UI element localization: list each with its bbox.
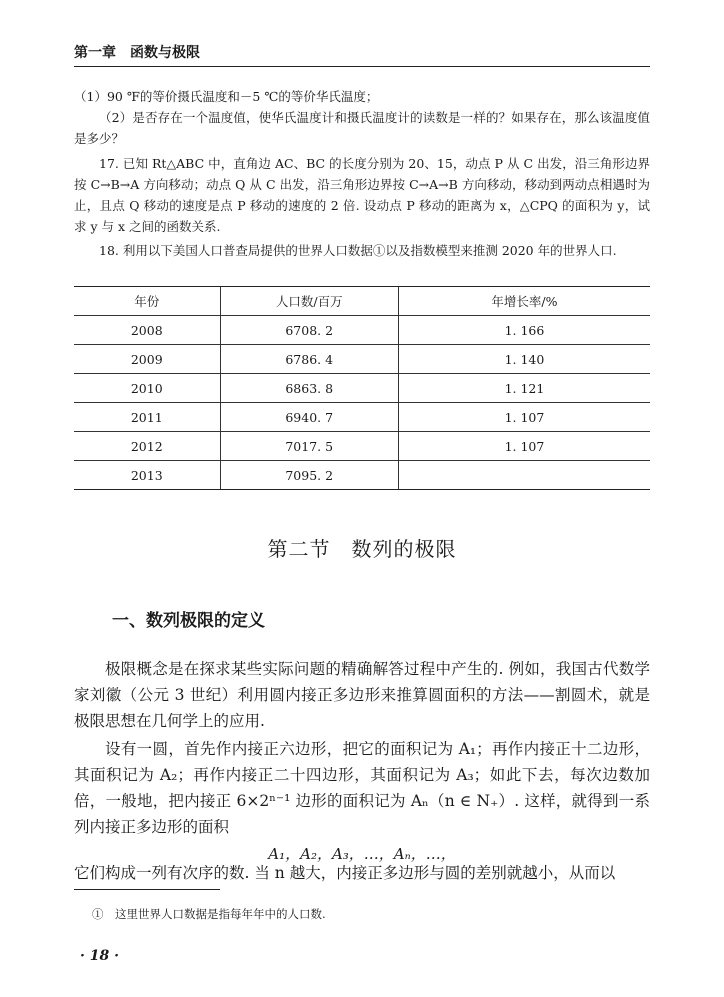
section-title: 第二节 数列的极限 [267, 537, 457, 561]
problem-16-part-1: （1）90 ℉的等价摄氏温度和－5 ℃的等价华氏温度； [74, 89, 379, 104]
table-header-row [74, 287, 650, 316]
table-row [74, 432, 650, 461]
table-row [74, 374, 650, 403]
cell-year: 2011 [74, 403, 220, 432]
header-year: 年份 [74, 287, 220, 316]
header-growth-rate: 年增长率/% [398, 287, 650, 316]
table-row [74, 345, 650, 374]
cell-population: 6940. 7 [220, 403, 398, 432]
cell-growth-rate: 1. 166 [398, 316, 650, 345]
problem-16-part-2: （2）是否存在一个温度值，使华氏温度计和摄氏温度计的读数是一样的？如果存在，那么该温度值是多少？ [74, 110, 650, 146]
cell-growth-rate [398, 461, 650, 490]
problem-18: 18. 利用以下美国人口普查局提供的世界人口数据①以及指数模型来推测 2020 年的世界人口. [99, 243, 617, 258]
body-paragraph-3: 它们构成一列有次序的数. 当 n 越大，内接正多边形与圆的差别就越小，从而以 [74, 864, 616, 882]
population-table [74, 286, 650, 490]
problem-17: 17. 已知 Rt△ABC 中，直角边 AC、BC 的长度分别为 20、15，动点 P 从 C 出发，沿三角形边界按 C→B→A 方向移动；动点 Q 从 C 出发，沿三角形边界按 C→A→B 方向移动，移动到两动点相遇时为止，且点 Q 移动的速度是点 P 移动的速度的 2 倍. 设动点 P 移动的距离为 x，△CPQ 的面积为 y，试求 y 与 x 之间的函数关系. [74, 156, 650, 234]
header-population: 人口数/百万 [220, 287, 398, 316]
cell-growth-rate: 1. 121 [398, 374, 650, 403]
cell-year: 2008 [74, 316, 220, 345]
footnote-rule [74, 889, 220, 890]
table-row [74, 403, 650, 432]
cell-growth-rate: 1. 107 [398, 432, 650, 461]
cell-year: 2012 [74, 432, 220, 461]
body-paragraph-2: 设有一圆，首先作内接正六边形，把它的面积记为 A₁；再作内接正十二边形，其面积记为 A₂；再作内接正二十四边形，其面积记为 A₃；如此下去，每次边数加倍，一般地，把内接正 6×2ⁿ⁻¹ 边形的面积记为 Aₙ（n ∈ N₊）. 这样，就得到一系列内接正多边形的面积 [74, 740, 650, 836]
table-row [74, 316, 650, 345]
footnote: ① 这里世界人口数据是指每年年中的人口数. [92, 907, 326, 921]
cell-population: 7017. 5 [220, 432, 398, 461]
cell-population: 7095. 2 [220, 461, 398, 490]
cell-population: 6863. 8 [220, 374, 398, 403]
subsection-heading: 一、数列极限的定义 [112, 611, 265, 631]
cell-growth-rate: 1. 107 [398, 403, 650, 432]
cell-year: 2013 [74, 461, 220, 490]
page-number: · 18 · [80, 948, 119, 964]
header-rule [74, 66, 650, 67]
cell-growth-rate: 1. 140 [398, 345, 650, 374]
table-row [74, 461, 650, 490]
cell-year: 2009 [74, 345, 220, 374]
body-paragraph-1: 极限概念是在探求某些实际问题的精确解答过程中产生的. 例如，我国古代数学家刘徽（公元 3 世纪）利用圆内接正多边形来推算圆面积的方法——割圆术，就是极限思想在几何学上的应用. [74, 660, 650, 730]
cell-population: 6786. 4 [220, 345, 398, 374]
sequence-formula: A₁，A₂，A₃，…，Aₙ，…， [268, 845, 456, 863]
cell-year: 2010 [74, 374, 220, 403]
running-header: 第一章 函数与极限 [74, 45, 200, 61]
cell-population: 6708. 2 [220, 316, 398, 345]
